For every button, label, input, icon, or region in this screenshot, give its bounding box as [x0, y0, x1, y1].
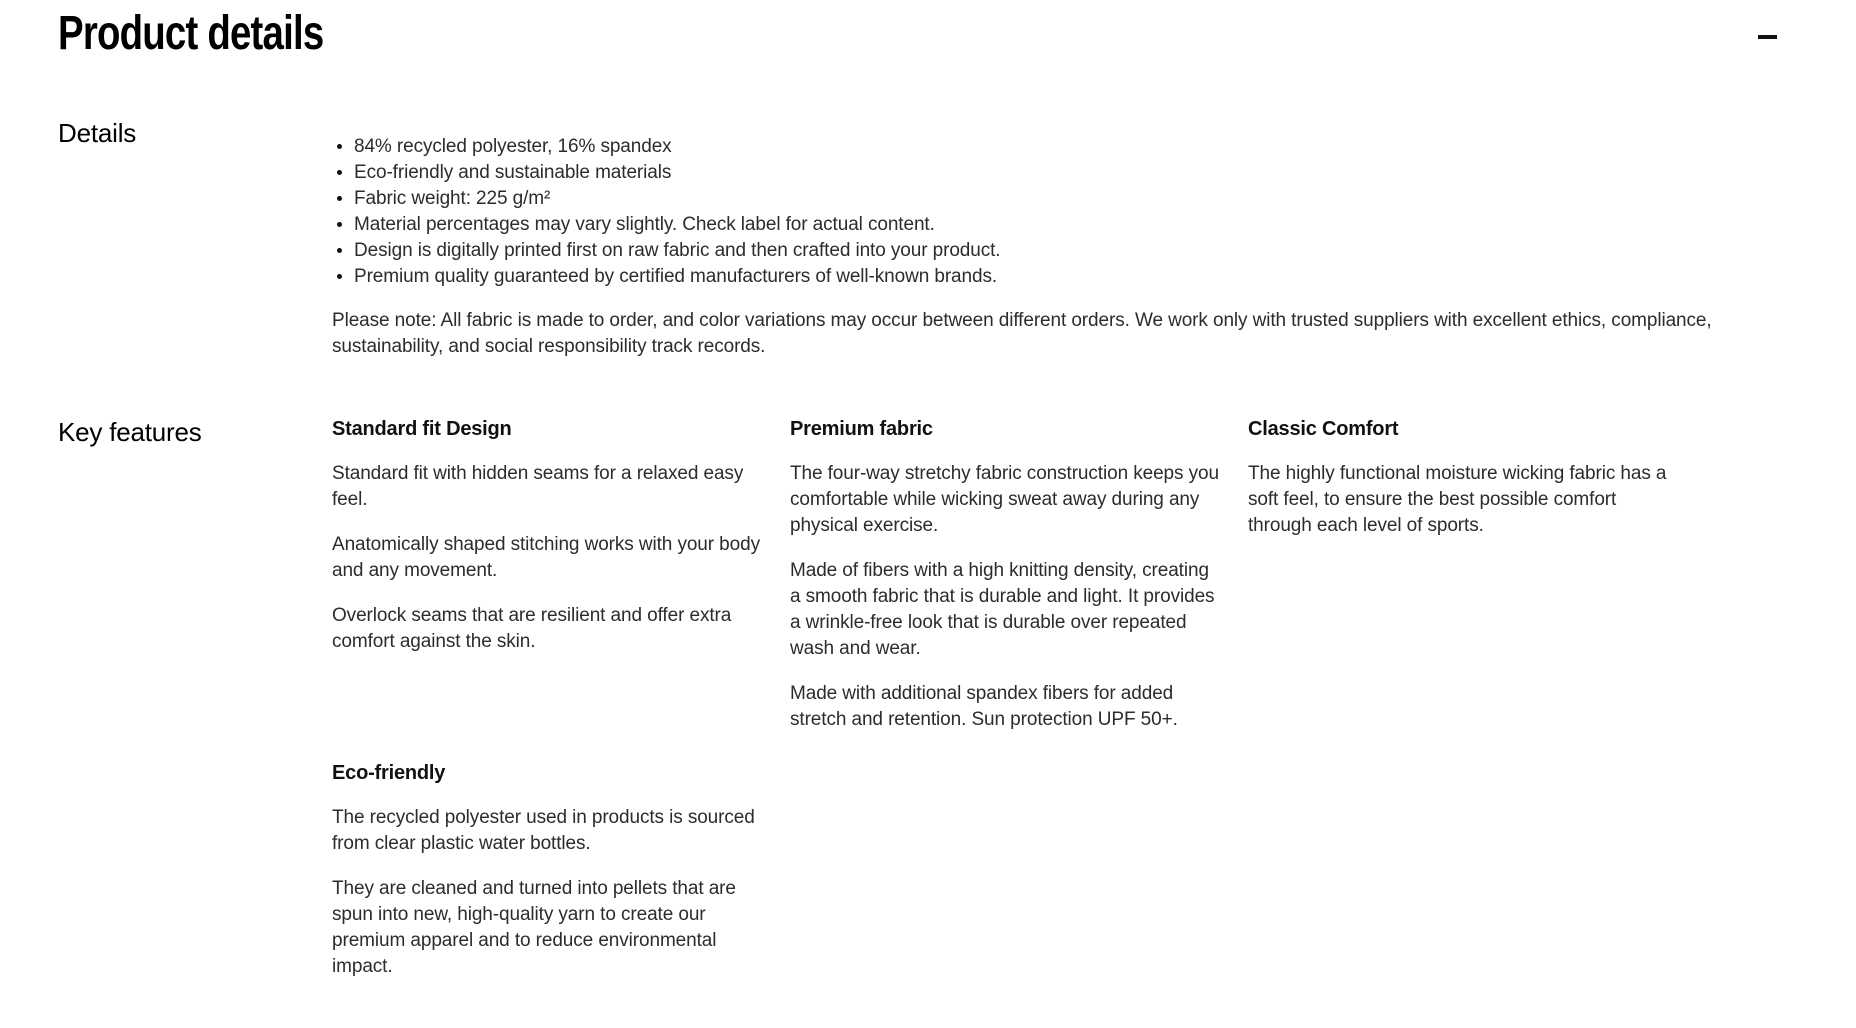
feature-card	[790, 416, 1220, 733]
feature-card	[332, 760, 762, 980]
feature-card	[332, 416, 762, 733]
details-label: Details	[58, 118, 137, 148]
feature-card	[1248, 416, 1678, 733]
key-features-label: Key features	[58, 417, 202, 447]
feature-paragraph: Anatomically shaped stitching works with your body and any movement.	[332, 534, 760, 581]
feature-title: Eco-friendly	[332, 762, 446, 784]
detail-bullet: • 84% recycled polyester, 16% spandex	[354, 134, 1752, 160]
feature-paragraph: Made with additional spandex fibers for added stretch and retention. Sun protection UPF 50+.	[790, 683, 1178, 730]
detail-bullet: • Design is digitally printed first on raw fabric and then crafted into your product.	[354, 238, 1752, 264]
page-title: Product details	[58, 7, 324, 60]
product-details-accordion-header[interactable]	[58, 6, 1856, 61]
detail-bullet: • Material percentages may vary slightly. Check label for actual content.	[354, 212, 1752, 238]
details-bullet-list	[332, 134, 1752, 290]
collapse-button[interactable]	[1758, 27, 1777, 47]
feature-paragraph: The four-way stretchy fabric construction keeps you comfortable while wicking sweat away during any physical exercise.	[790, 463, 1219, 536]
details-content	[332, 117, 1752, 360]
detail-bullet: • Eco-friendly and sustainable materials	[354, 160, 1752, 186]
features-grid	[332, 416, 1752, 980]
feature-paragraph: Made of fibers with a high knitting density, creating a smooth fabric that is durable and light. It provides a wrinkle-free look that is durable over repeated wash and wear.	[790, 560, 1215, 659]
feature-paragraph: They are cleaned and turned into pellets that are spun into new, high-quality yarn to create our premium apparel and to reduce environmental impact.	[332, 878, 736, 977]
detail-bullet: • Fabric weight: 225 g/m²	[354, 186, 1752, 212]
feature-title: Classic Comfort	[1248, 418, 1399, 440]
feature-title: Premium fabric	[790, 418, 933, 440]
details-section	[58, 117, 1856, 360]
details-note: Please note: All fabric is made to order, and color variations may occur between different orders. We work only with trusted suppliers with excellent ethics, compliance, sustainability, and social responsibility track records.	[332, 310, 1712, 357]
key-features-section	[58, 416, 1856, 980]
feature-paragraph: The highly functional moisture wicking fabric has a soft feel, to ensure the best possible comfort through each level of sports.	[1248, 463, 1667, 536]
minus-icon	[1758, 35, 1777, 39]
feature-paragraph: The recycled polyester used in products is sourced from clear plastic water bottles.	[332, 807, 755, 854]
detail-bullet: • Premium quality guaranteed by certified manufacturers of well-known brands.	[354, 264, 1752, 290]
feature-title: Standard fit Design	[332, 418, 512, 440]
feature-paragraph: Overlock seams that are resilient and offer extra comfort against the skin.	[332, 605, 732, 652]
feature-paragraph: Standard fit with hidden seams for a relaxed easy feel.	[332, 463, 744, 510]
